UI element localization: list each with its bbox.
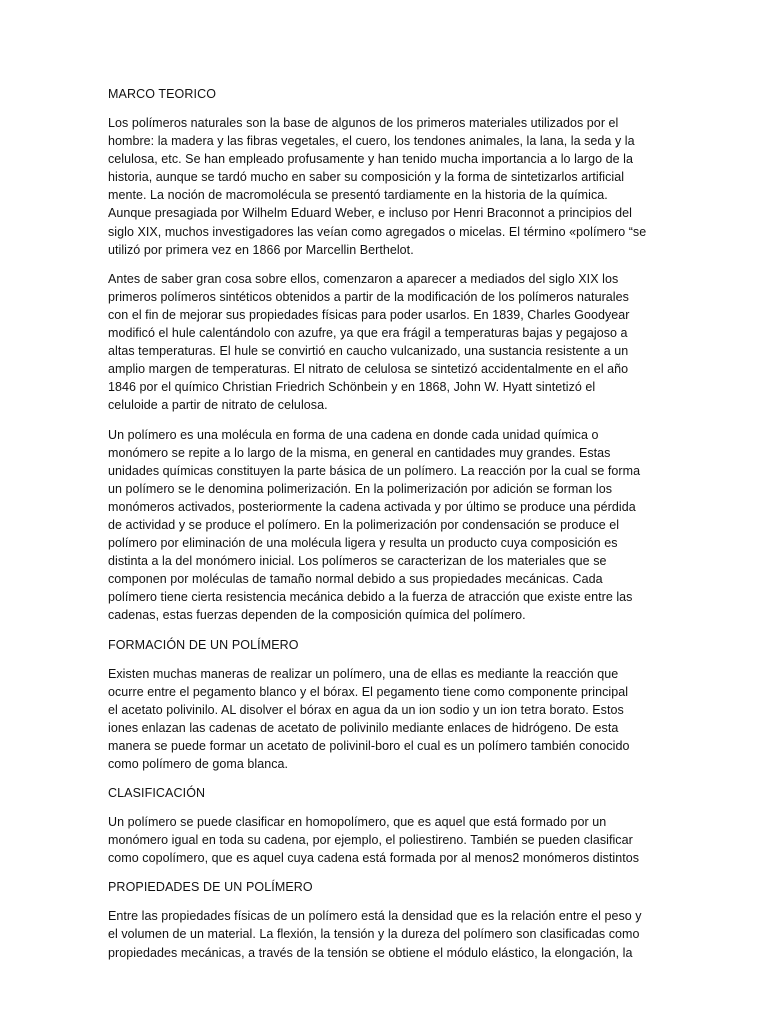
paragraph-formacion <box>108 665 658 774</box>
text-line: Entre las propiedades físicas de un polímero está la densidad que es la relación entre el peso y <box>108 909 642 924</box>
paragraph-propiedades <box>108 907 658 961</box>
paragraph-definicion-polimero <box>108 426 658 625</box>
paragraph-clasificacion <box>108 813 658 867</box>
text-line: distinta a la del monómero inicial. Los polímeros se caracterizan de los materiales que se <box>108 554 607 569</box>
text-line: Existen muchas maneras de realizar un polímero, una de ellas es mediante la reacción que <box>108 666 619 681</box>
text-line: manera se puede formar un acetato de polivinil-boro el cual es un polímero también conocido <box>108 738 630 753</box>
text-line: polímero tiene cierta resistencia mecánica debido a la fuerza de atracción que existe entre las <box>108 590 633 605</box>
text-line: celulosa, etc. Se han empleado profusamente y han tenido mucha importancia a lo largo de la <box>108 152 634 167</box>
text-line: Los polímeros naturales son la base de algunos de los primeros materiales utilizados por el <box>108 116 619 130</box>
text-line: utilizó por primera vez en 1866 por Marcellin Berthelot. <box>108 242 414 257</box>
text-line: hombre: la madera y las fibras vegetales, el cuero, los tendones animales, la lana, la seda y la <box>108 134 635 149</box>
text-line: celuloide a partir de nitrato de celulosa. <box>108 398 328 413</box>
text-line: 1846 por el químico Christian Friedrich Schönbein y en 1868, John W. Hyatt sintetizó el <box>108 380 596 395</box>
text-line: componen por moléculas de tamaño normal debido a sus propiedades mecánicas. Cada <box>108 572 603 587</box>
section-heading-marco-teorico: MARCO TEORICO <box>108 87 217 101</box>
paragraph-polimeros-sinteticos <box>108 270 658 415</box>
text-line: de actividad y se produce el polímero. En la polimerización por condensación se produce el <box>108 517 620 532</box>
section-heading-clasificacion: CLASIFICACIÓN <box>108 786 206 801</box>
text-line: Aunque presagiada por Wilhelm Eduard Weber, e incluso por Henri Braconnot a principios del <box>108 206 633 221</box>
text-line: cadenas, estas fuerzas dependen de la composición química del polímero. <box>108 608 526 623</box>
section-heading-propiedades: PROPIEDADES DE UN POLÍMERO <box>108 880 313 895</box>
text-line: como copolímero, que es aquel cuya cadena está formada por al menos2 monómeros distintos <box>108 851 640 866</box>
text-line: el volumen de un material. La flexión, la tensión y la dureza del polímero son clasificadas como <box>108 927 640 942</box>
text-line: primeros polímeros sintéticos obtenidos a partir de la modificación de los polímeros naturales <box>108 289 629 304</box>
text-line: ocurre entre el pegamento blanco y el bórax. El pegamento tiene como componente principal <box>108 684 629 699</box>
text-line: Un polímero se puede clasificar en homopolímero, que es aquel que está formado por un <box>108 815 607 830</box>
text-line: iones enlazan las cadenas de acetato de polivinilo mediante enlaces de hidrógeno. De esta <box>108 720 619 735</box>
text-line: Antes de saber gran cosa sobre ellos, comenzaron a aparecer a mediados del siglo XIX los <box>108 271 619 286</box>
text-line: siglo XIX, muchos investigadores las veían como agregados o micelas. El término «polímero “se <box>108 224 647 239</box>
text-line: el acetato polivinilo. AL disolver el bórax en agua da un ion sodio y un ion tetra borato. Estos <box>108 702 624 717</box>
text-line: propiedades mecánicas, a través de la tensión se obtiene el módulo elástico, la elongación, la <box>108 945 633 960</box>
text-line: monómero se repite a lo largo de la misma, en general en cantidades muy grandes. Estas <box>108 445 611 460</box>
text-line: modificó el hule calentándolo con azufre, ya que era frágil a temperaturas bajas y pegajoso a <box>108 326 628 341</box>
section-heading-formacion: FORMACIÓN DE UN POLÍMERO <box>108 637 299 652</box>
paragraph-polimeros-naturales <box>108 114 658 259</box>
text-line: un polímero se le denomina polimerización. En la polimerización por adición se forman los <box>108 481 613 496</box>
text-line: polímero por eliminación de una molécula ligera y resulta un producto cuya composición es <box>108 536 618 551</box>
text-line: mente. La noción de macromolécula se presentó tardiamente en la historia de la química. <box>108 188 608 203</box>
text-line: historia, aunque se tardó mucho en saber su composición y la forma de sintetizarlos artificial <box>108 170 625 185</box>
text-line: monómeros activados, posteriormente la cadena activada y por último se produce una pérdida <box>108 499 636 514</box>
text-line: altas temperaturas. El hule se convirtió en caucho vulcanizado, una sustancia resistente a un <box>108 344 629 359</box>
text-line: con el fin de mejorar sus propiedades físicas para poder usarlos. En 1839, Charles Goodyear <box>108 307 630 322</box>
text-line: como polímero de goma blanca. <box>108 757 289 771</box>
text-line: Un polímero es una molécula en forma de una cadena en donde cada unidad química o <box>108 427 599 442</box>
text-line: unidades químicas constituyen la parte básica de un polímero. La reacción por la cual se forma <box>108 463 641 478</box>
text-line: amplio margen de temperaturas. El nitrato de celulosa se sintetizó accidentalmente en el año <box>108 362 629 377</box>
text-line: monómero igual en toda su cadena, por ejemplo, el poliestireno. También se pueden clasificar <box>108 833 633 848</box>
